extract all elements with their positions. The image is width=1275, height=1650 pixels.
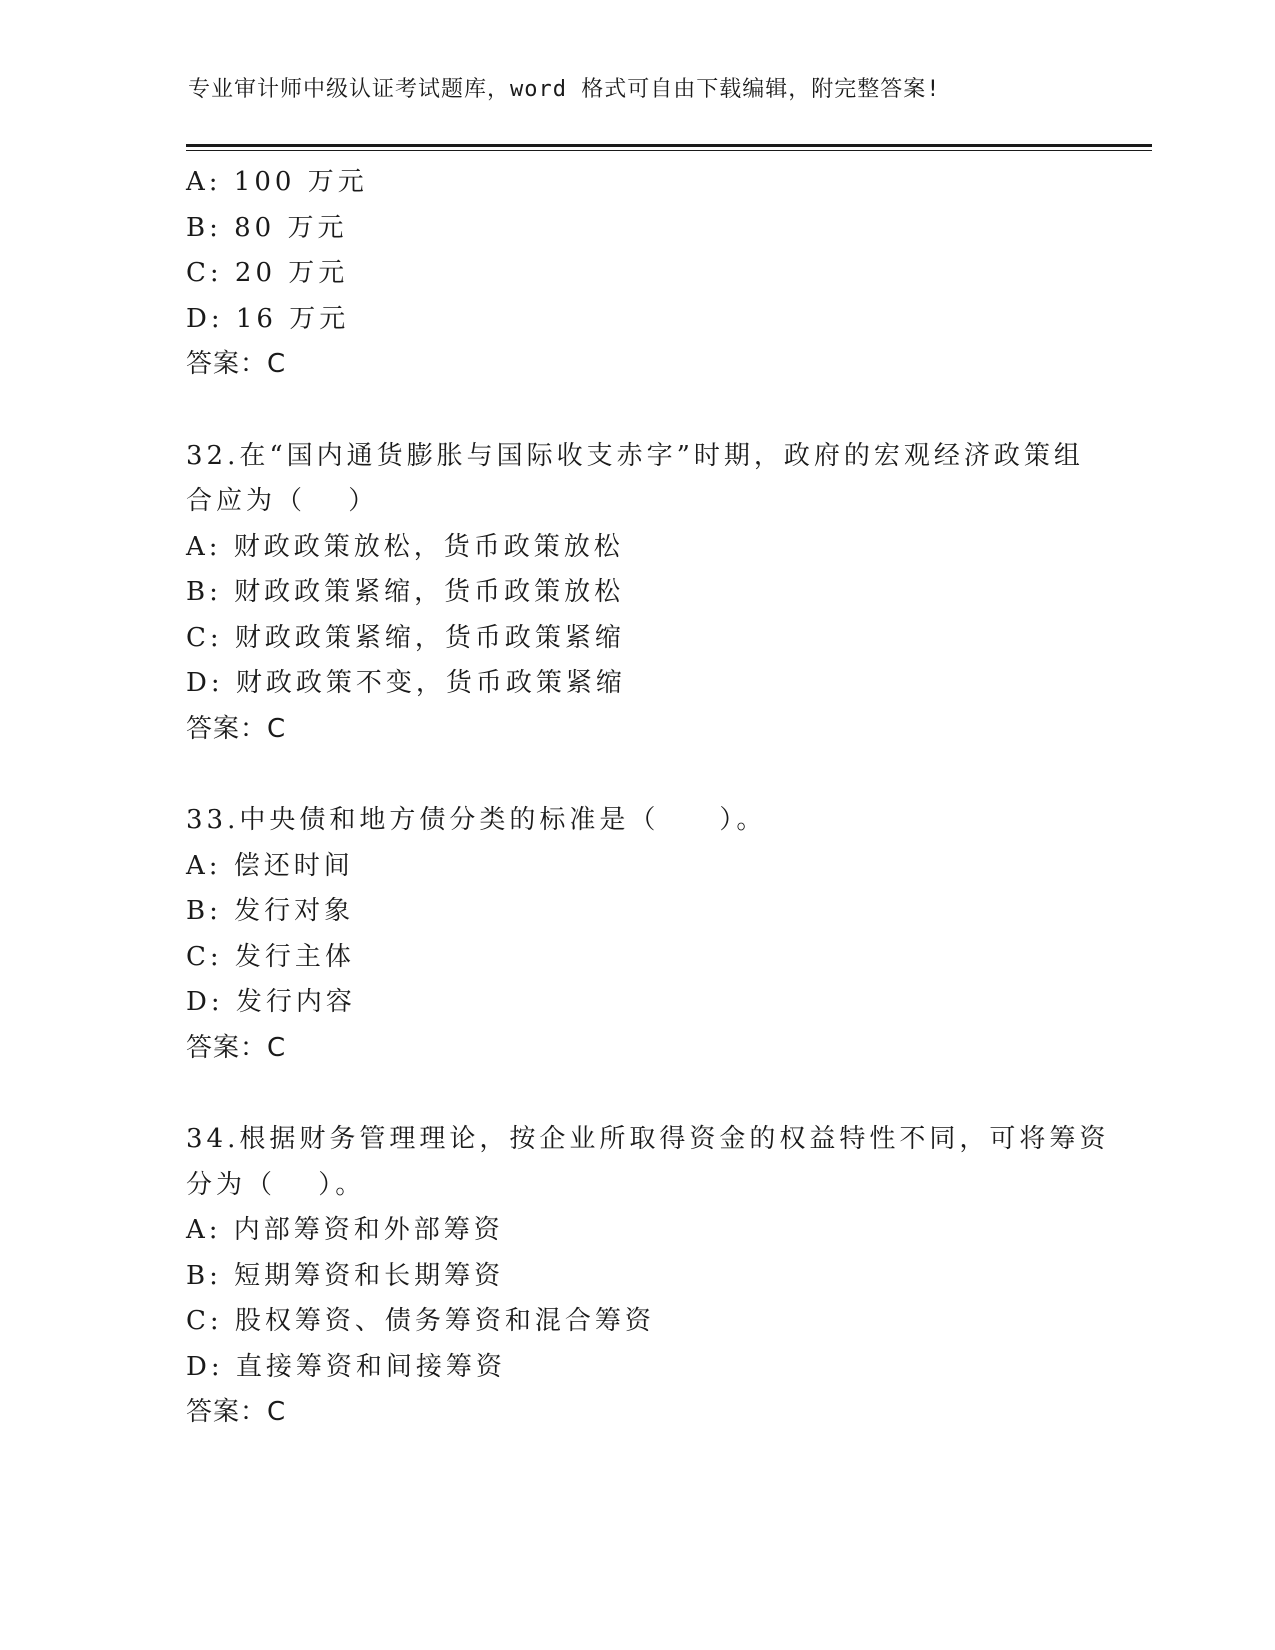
- question-34: [186, 1117, 1110, 1436]
- option-d: D: 财政政策不变，货币政策紧缩: [186, 668, 626, 698]
- question-stem: 33.中央债和地方债分类的标准是（ ）。: [186, 805, 767, 835]
- prev-question-block: [186, 160, 1086, 388]
- question-content: [186, 160, 1110, 1436]
- option-c: C: 财政政策紧缩，货币政策紧缩: [186, 622, 625, 653]
- option-d: D: 16 万元: [186, 303, 350, 334]
- option-b: B: 发行对象: [186, 896, 355, 926]
- spacer: [186, 1071, 1086, 1117]
- option-a: A: 100 万元: [186, 167, 368, 197]
- option-b: B: 短期筹资和长期筹资: [186, 1260, 505, 1291]
- answer: 答案：C: [186, 713, 287, 744]
- option-c: C: 20 万元: [186, 258, 349, 288]
- option-d: D: 发行内容: [186, 987, 356, 1017]
- option-a: A: 偿还时间: [186, 850, 354, 881]
- question-stem: 34.根据财务管理理论，按企业所取得资金的权益特性不同，可将筹资: [186, 1124, 1110, 1154]
- question-33: [186, 798, 1086, 1071]
- header-rule-thin: [186, 150, 1152, 151]
- option-d: D: 直接筹资和间接筹资: [186, 1351, 506, 1382]
- answer: 答案：C: [186, 1032, 287, 1063]
- header-rule-thick: [186, 144, 1152, 147]
- question-stem: 32.在“国内通货膨胀与国际收支赤字”时期，政府的宏观经济政策组: [186, 440, 1084, 471]
- option-a: A: 内部筹资和外部筹资: [186, 1215, 504, 1245]
- option-c: C: 股权筹资、债务筹资和混合筹资: [186, 1306, 655, 1336]
- answer: 答案：C: [186, 349, 287, 379]
- page-header: 专业审计师中级认证考试题库，word 格式可自由下载编辑，附完整答案!: [188, 77, 941, 102]
- option-a: A: 财政政策放松，货币政策放松: [186, 531, 624, 562]
- option-c: C: 发行主体: [186, 941, 355, 972]
- spacer: [186, 752, 1086, 798]
- option-b: B: 80 万元: [186, 212, 348, 243]
- spacer: [186, 388, 1086, 434]
- option-b: B: 财政政策紧缩，货币政策放松: [186, 577, 625, 607]
- question-32: [186, 434, 1086, 753]
- question-stem: 分为（ ）。: [186, 1169, 366, 1200]
- answer: 答案：C: [186, 1397, 287, 1427]
- question-stem: 合应为（ ）: [186, 486, 379, 516]
